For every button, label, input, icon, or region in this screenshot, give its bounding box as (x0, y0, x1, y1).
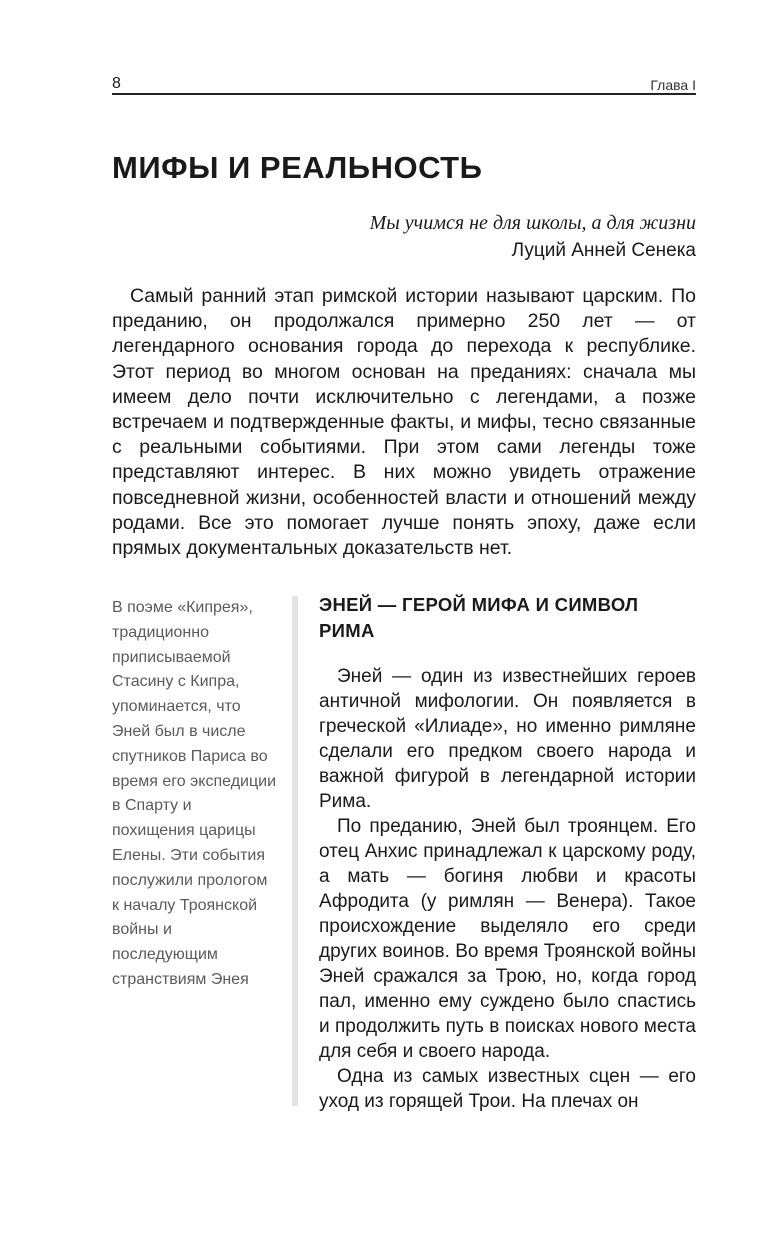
section (319, 592, 696, 1114)
sidebar-note: В поэме «Кипрея», традиционно приписываемой Стасину с Кипра, упоминается, что Эней был в числе спутников Париса во время его экспедиции в Спарту и похищения царицы Елены. Эти события послужили прологом к началу Троянской войны и последующим странствиям Энея (112, 599, 276, 988)
section-paragraph-3: Одна из самых известных сцен — его уход из горящей Трои. На плечах он (319, 1066, 696, 1112)
epigraph (370, 210, 696, 264)
header-rule (112, 93, 696, 95)
section-paragraph-2: По преданию, Эней был троянцем. Его отец Анхис принадлежал к царскому роду, а мать — богиня любви и красоты Афродита (у римлян — Венера). Такое происхождение выделяло его среди других воинов. Во время Троянской войны Эней сражался за Трою, но, когда город пал, именно ему суждено было спастись и продолжить путь в поисках нового места для себя и своего народа. (319, 816, 696, 1062)
sidebar-vertical-rule (292, 596, 298, 1106)
section-title: ЭНЕЙ — ГЕРОЙ МИФА И СИМВОЛ РИМА (319, 594, 639, 641)
section-paragraph-1: Эней — один из известнейших героев античной мифологии. Он появляется в греческой «Илиаде», но именно римляне сделали его предком своего народа и важной фигурой в легендарной истории Рима. (319, 666, 696, 812)
page-number: 8 (112, 75, 121, 92)
running-head: Глава I (650, 77, 696, 93)
chapter-title: МИФЫ И РЕАЛЬНОСТЬ (112, 150, 483, 185)
intro-paragraph: Самый ранний этап римской истории называют царским. По преданию, он продолжался примерно 250 лет — от легендарного основания города до перехода к республике. Этот период во многом основан на преданиях: сначала мы имеем дело почти исключительно с легендами, а позже встречаем и подтвержденные факты, и мифы, тесно связанные с реальными событиями. При этом сами легенды тоже представляют интерес. В них можно увидеть отражение повседневной жизни, особенностей власти и отношений между родами. Все это помогает лучше понять эпоху, даже если прямых документальных доказательств нет. (112, 285, 696, 560)
epigraph-author: Луций Анней Сенека (511, 240, 696, 261)
epigraph-quote: Мы учимся не для школы, а для жизни (369, 212, 696, 234)
